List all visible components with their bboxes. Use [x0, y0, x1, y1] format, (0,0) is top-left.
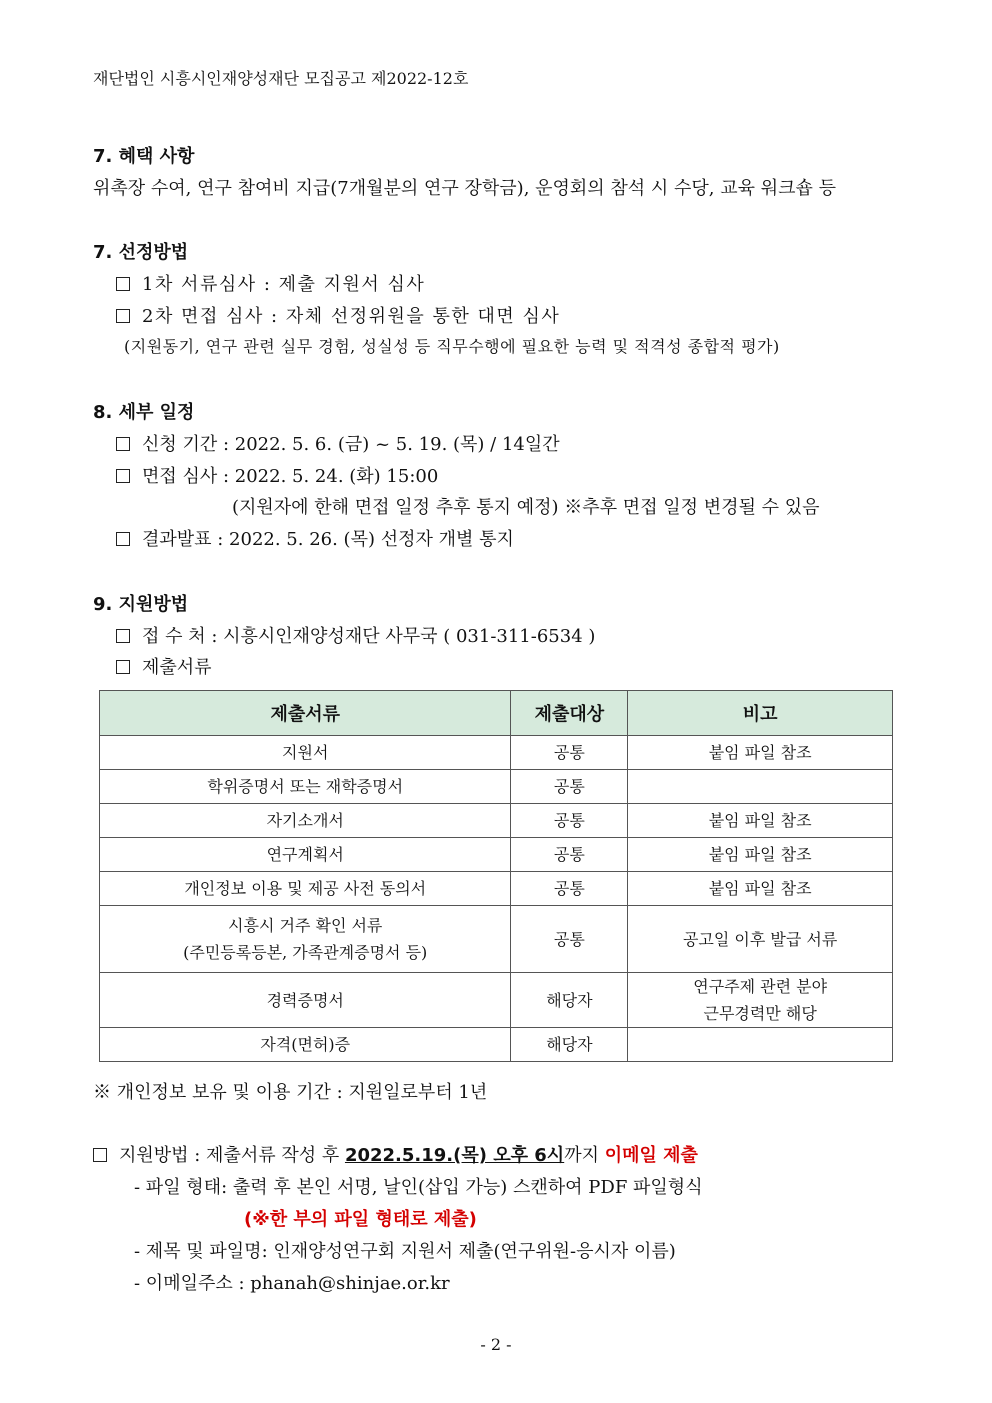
target-cell: 해당자	[511, 973, 628, 1028]
section-schedule-title: 8. 세부 일정	[93, 402, 195, 423]
email-address: - 이메일주소 : phanah@shinjae.or.kr	[134, 1273, 450, 1294]
selection-note: (지원동기, 연구 관련 실무 경험, 성실성 등 직무수행에 필요한 능력 및 적격성 종합적 평가)	[124, 337, 780, 356]
document-header: 재단법인 시흥시인재양성재단 모집공고 제2022-12호	[93, 69, 469, 88]
schedule-item-3: 결과발표 : 2022. 5. 26. (목) 선정자 개별 통지	[116, 525, 514, 551]
doc-cell: 자기소개서	[100, 804, 511, 838]
note-cell	[628, 770, 893, 804]
doc-cell: 학위증명서 또는 재학증명서	[100, 770, 511, 804]
documents-table	[99, 690, 893, 1062]
schedule-item-2: 면접 심사 : 2022. 5. 24. (화) 15:00	[116, 462, 438, 488]
file-name-note: - 제목 및 파일명: 인재양성연구회 지원서 제출(연구위원-응시자 이름)	[134, 1241, 676, 1262]
target-cell: 공통	[511, 804, 628, 838]
note-cell: 붙임 파일 참조	[628, 838, 893, 872]
checkbox-square-icon	[93, 1148, 107, 1162]
target-cell: 공통	[511, 872, 628, 906]
table-row	[100, 1028, 893, 1062]
checkbox-square-icon	[116, 469, 130, 483]
section-application-title: 9. 지원방법	[93, 594, 189, 615]
target-cell: 공통	[511, 736, 628, 770]
note-cell: 붙임 파일 참조	[628, 736, 893, 770]
note-cell: 붙임 파일 참조	[628, 804, 893, 838]
submit-deadline: 2022.5.19.(목) 오후 6시	[344, 1145, 565, 1166]
checkbox-square-icon	[116, 277, 130, 291]
table-row	[100, 838, 893, 872]
submit-method	[93, 1141, 698, 1167]
submit-prefix: 지원방법 : 제출서류 작성 후	[119, 1145, 345, 1166]
checkbox-square-icon	[116, 437, 130, 451]
schedule-note: (지원자에 한해 면접 일정 추후 통지 예정) ※추후 면접 일정 변경될 수 있음	[232, 497, 820, 518]
submit-mid: 까지	[564, 1145, 605, 1166]
column-header: 제출대상	[511, 691, 628, 736]
application-contact: 접 수 처 : 시흥시인재양성재단 사무국 ( 031-311-6534 )	[116, 622, 595, 648]
section-selection-title: 7. 선정방법	[93, 242, 189, 263]
note-cell	[628, 1028, 893, 1062]
table-row	[100, 973, 893, 1028]
doc-cell	[100, 906, 511, 973]
submit-method-highlight: 이메일 제출	[604, 1145, 698, 1166]
note-cell	[628, 973, 893, 1028]
table-row	[100, 804, 893, 838]
table-header-row	[100, 691, 893, 736]
benefits-text: 위촉장 수여, 연구 참여비 지급(7개월분의 연구 장학금), 운영회의 참석 시 수당, 교육 워크숍 등	[93, 178, 837, 199]
target-cell: 공통	[511, 770, 628, 804]
column-header: 제출서류	[100, 691, 511, 736]
target-cell: 공통	[511, 906, 628, 973]
table-row	[100, 770, 893, 804]
table-row	[100, 872, 893, 906]
checkbox-square-icon	[116, 629, 130, 643]
note-line: 근무경력만 해당	[703, 1004, 817, 1023]
section-benefits-title: 7. 혜택 사항	[93, 146, 195, 167]
doc-cell: 연구계획서	[100, 838, 511, 872]
table-row	[100, 906, 893, 973]
target-cell: 공통	[511, 838, 628, 872]
doc-cell: 경력증명서	[100, 973, 511, 1028]
application-docs-label: 제출서류	[116, 653, 212, 679]
table-row	[100, 736, 893, 770]
page-number: - 2 -	[480, 1335, 512, 1354]
single-file-note: (※한 부의 파일 형태로 제출)	[244, 1209, 477, 1230]
note-line: 연구주제 관련 분야	[693, 977, 828, 996]
doc-cell: 지원서	[100, 736, 511, 770]
doc-cell: 자격(면허)증	[100, 1028, 511, 1062]
note-cell: 공고일 이후 발급 서류	[628, 906, 893, 973]
doc-line: 시흥시 거주 확인 서류	[228, 916, 383, 935]
doc-cell: 개인정보 이용 및 제공 사전 동의서	[100, 872, 511, 906]
selection-item-2: 2차 면접 심사 : 자체 선정위원을 통한 대면 심사	[116, 302, 560, 328]
note-cell: 붙임 파일 참조	[628, 872, 893, 906]
target-cell: 해당자	[511, 1028, 628, 1062]
checkbox-square-icon	[116, 532, 130, 546]
retention-note: ※ 개인정보 보유 및 이용 기간 : 지원일로부터 1년	[93, 1082, 488, 1103]
column-header: 비고	[628, 691, 893, 736]
schedule-item-1: 신청 기간 : 2022. 5. 6. (금) ~ 5. 19. (목) / 14일간	[116, 430, 560, 456]
checkbox-square-icon	[116, 309, 130, 323]
checkbox-square-icon	[116, 660, 130, 674]
selection-item-1: 1차 서류심사 : 제출 지원서 심사	[116, 270, 425, 296]
doc-line: (주민등록등본, 가족관계증명서 등)	[183, 943, 428, 962]
file-format-note: - 파일 형태: 출력 후 본인 서명, 날인(삽입 가능) 스캔하여 PDF 파일형식	[134, 1177, 703, 1198]
